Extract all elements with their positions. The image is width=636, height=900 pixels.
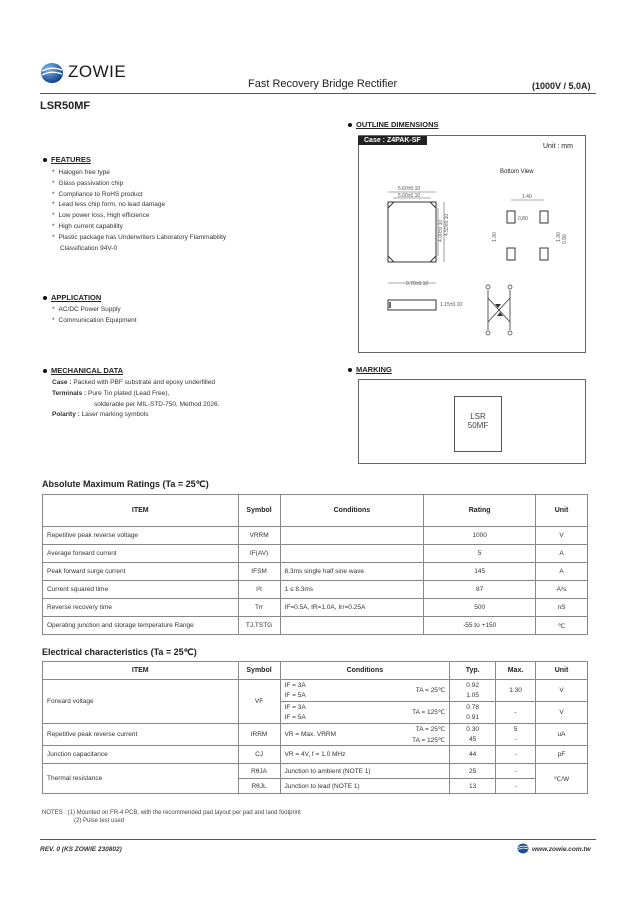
bullet-icon xyxy=(348,123,352,127)
abs-max-table xyxy=(42,494,588,635)
notes xyxy=(42,809,301,825)
column-header: Unit xyxy=(536,662,588,680)
cond-text: VR = Max. VRRM xyxy=(284,731,336,738)
cell-item: Thermal resistance xyxy=(43,764,239,794)
cell-rating: 500 xyxy=(424,599,536,617)
terminals-label: Terminals : xyxy=(52,389,87,397)
table-row xyxy=(43,581,588,599)
cell-cond: IF=0.5A, IR=1.0A, Irr=0.25A xyxy=(280,599,424,617)
outline-heading xyxy=(348,120,439,129)
column-header: Symbol xyxy=(238,662,280,680)
cond-text: IF = 5A xyxy=(284,714,306,722)
table-row xyxy=(43,680,588,691)
cell-max: - xyxy=(496,702,536,724)
features-title: FEATURES xyxy=(51,155,91,164)
cell-symbol: I²t xyxy=(238,581,280,599)
cell-item: Junction capacitance xyxy=(43,746,239,764)
bridge-schematic xyxy=(488,290,510,330)
cell-rating: 1000 xyxy=(424,527,536,545)
case-label: Case : xyxy=(52,379,72,386)
cell-unit: V xyxy=(536,680,588,702)
cell-typ: 0.78 xyxy=(450,702,496,713)
cell-typ: 44 xyxy=(450,746,496,764)
cell-cond: 8.3ms single half sine wave xyxy=(280,563,424,581)
application-heading xyxy=(43,293,101,302)
temp-text: TA = 125℃ xyxy=(412,737,446,744)
table-row xyxy=(43,724,588,735)
zowie-logo xyxy=(40,62,64,84)
dim-label: 5.00±0.10 xyxy=(398,193,421,199)
list-item: * Plastic package has Underwriters Laboratory Flammability xyxy=(52,233,312,244)
dim-label: 4.50±0.10 xyxy=(444,213,450,236)
cell-cond xyxy=(280,617,424,635)
website-link[interactable]: www.zowie.com.tw xyxy=(532,846,591,853)
list-item: * Glass passivation chip xyxy=(52,179,312,190)
cell-symbol: TJ,TSTG xyxy=(238,617,280,635)
column-header: Max. xyxy=(496,662,536,680)
dim-label: 4.00±0.10 xyxy=(438,219,444,242)
column-header: ITEM xyxy=(43,662,239,680)
page-title: Fast Recovery Bridge Rectifier xyxy=(248,78,398,90)
cell-item: Operating junction and storage temperature Range xyxy=(43,617,239,635)
mechanical-list xyxy=(52,378,322,421)
cell-cond xyxy=(280,709,450,724)
list-item: * Halogen free type xyxy=(52,168,312,179)
cell-symbol: IRRM xyxy=(238,724,280,746)
outline-title: OUTLINE DIMENSIONS xyxy=(356,120,439,129)
cond-text: IF = 5A xyxy=(284,692,306,700)
table-row xyxy=(43,746,588,764)
cell-rating: 145 xyxy=(424,563,536,581)
dim-label: 0.80 xyxy=(518,216,528,222)
table-row xyxy=(43,599,588,617)
table-header-row xyxy=(43,662,588,680)
cell-typ: 0.92 xyxy=(450,680,496,691)
cell-typ: 13 xyxy=(450,779,496,794)
package-corners xyxy=(388,202,436,262)
cell-item: Current squared time xyxy=(43,581,239,599)
part-number: LSR50MF xyxy=(40,100,91,112)
list-item: * AC/DC Power Supply xyxy=(52,305,312,316)
cell-cond: Junction to ambient (NOTE 1) xyxy=(280,764,450,779)
column-header: Typ. xyxy=(450,662,496,680)
cell-cond xyxy=(280,527,424,545)
package-top-view xyxy=(388,202,436,262)
column-header: Symbol xyxy=(238,495,280,527)
cell-unit: nS xyxy=(536,599,588,617)
cell-unit: pF xyxy=(536,746,588,764)
unit-label: Unit : mm xyxy=(543,143,573,150)
cell-symbol: VRRM xyxy=(238,527,280,545)
brand-name: ZOWIE xyxy=(68,62,127,81)
cell-unit: A xyxy=(536,563,588,581)
cell-max: - xyxy=(496,764,536,779)
cell-symbol: IF(AV) xyxy=(238,545,280,563)
table-header-row xyxy=(43,495,588,527)
dim-label: 1.40 xyxy=(522,194,532,200)
cell-symbol: RθJL xyxy=(238,779,280,794)
pad xyxy=(540,211,548,223)
note-line-1: NOTES : (1) Mounted on FR-4 PCB, with the recommended pad layout per pad and land footprint xyxy=(42,810,301,816)
cell-item: Repetitive peak reverse voltage xyxy=(43,527,239,545)
dim-label: 1.30 xyxy=(492,232,498,242)
cell-item: Repetitive peak reverse current xyxy=(43,724,239,746)
case-text: Packed with PBF substrate and epoxy underfilled xyxy=(73,379,215,386)
dim-label: 0.90 xyxy=(562,234,568,244)
marking-heading xyxy=(348,365,392,374)
logo-globe-icon xyxy=(40,62,64,84)
marking-title: MARKING xyxy=(356,365,392,374)
package-side-view xyxy=(388,300,436,310)
polarity-label: Polarity : xyxy=(52,411,80,419)
features-heading xyxy=(43,155,91,164)
cell-max: - xyxy=(496,735,536,746)
outline-drawing xyxy=(370,180,590,350)
cell-rating: -55 to +150 xyxy=(424,617,536,635)
column-header: ITEM xyxy=(43,495,239,527)
pad xyxy=(507,248,515,260)
cell-unit: V xyxy=(536,702,588,724)
cell-typ: 45 xyxy=(450,735,496,746)
cell-item: Peak forward surge current xyxy=(43,563,239,581)
temp-text: TA = 25℃ xyxy=(415,687,446,695)
polarity-text: Laser marking symbols xyxy=(81,411,149,419)
dim-label: 1.30 xyxy=(556,232,562,242)
cell-cond: VR = 4V, f = 1.0 MHz xyxy=(280,746,450,764)
marking-line-2: 50MF xyxy=(467,421,489,430)
cell-cond: Junction to lead (NOTE 1) xyxy=(280,779,450,794)
table-row xyxy=(43,563,588,581)
cell-unit: ℃ xyxy=(536,617,588,635)
marking-chip xyxy=(454,396,502,452)
header-rule xyxy=(40,93,596,94)
cell-symbol: CJ xyxy=(238,746,280,764)
cell-max: 5 xyxy=(496,724,536,735)
cell-rating: 5 xyxy=(424,545,536,563)
column-header: Conditions xyxy=(280,495,424,527)
table-row xyxy=(43,545,588,563)
cell-symbol: VF xyxy=(238,680,280,724)
bullet-icon xyxy=(43,158,47,162)
mechanical-heading xyxy=(43,366,123,375)
cell-unit: uA xyxy=(536,724,588,746)
list-item-continued: Classification 94V-0 xyxy=(60,244,118,252)
cell-cond xyxy=(280,545,424,563)
cell-cond: 1 ≤ 8.3ms xyxy=(280,581,424,599)
elec-title: Electrical characteristics (Ta = 25℃) xyxy=(42,647,197,657)
cell-unit: V xyxy=(536,527,588,545)
rating-label: (1000V / 5.0A) xyxy=(532,81,591,91)
list-item: * High current capability xyxy=(52,222,312,233)
cell-cond xyxy=(280,680,450,691)
terminals-text-2: solderable per MIL-STD-750, Method 2026. xyxy=(94,400,220,408)
cell-item: Reverse recovery time xyxy=(43,599,239,617)
bullet-icon xyxy=(43,369,47,373)
footer-globe-icon xyxy=(517,843,529,854)
pad xyxy=(540,248,548,260)
mechanical-title: MECHANICAL DATA xyxy=(51,366,124,375)
temp-text: TA = 125℃ xyxy=(412,709,446,717)
table-row xyxy=(43,764,588,779)
cell-rating: 87 xyxy=(424,581,536,599)
cell-item: Forward voltage xyxy=(43,680,239,724)
cell-unit: A²s xyxy=(536,581,588,599)
application-list xyxy=(52,305,312,327)
temp-text: TA = 25℃ xyxy=(415,726,446,733)
cell-typ: 1.05 xyxy=(450,691,496,702)
case-tag: Case : Z4PAK-SF xyxy=(358,136,427,145)
terminals-text: Pure Tin plated (Lead Free), xyxy=(88,389,170,397)
footer-rule xyxy=(40,839,596,840)
marking-line-1: LSR xyxy=(470,412,486,421)
cond-text: IF = 3A xyxy=(284,703,306,711)
cond-text: IF = 3A xyxy=(284,681,306,689)
list-item: * Low power loss, High efficience xyxy=(52,211,312,222)
list-item: * Compliance to RoHS product xyxy=(52,190,312,201)
bottom-view-label: Bottom View xyxy=(500,169,534,175)
column-header: Unit xyxy=(536,495,588,527)
cell-max: - xyxy=(496,779,536,794)
cell-symbol: Trr xyxy=(238,599,280,617)
dim-label: 0.70±0.10 xyxy=(406,281,429,287)
dim-label: 1.15±0.10 xyxy=(440,302,463,308)
note-line-2: (2) Pulse test used xyxy=(74,818,125,824)
bullet-icon xyxy=(348,368,352,372)
pad xyxy=(507,211,515,223)
cell-symbol: IFSM xyxy=(238,563,280,581)
abs-max-title: Absolute Maximum Ratings (Ta = 25℃) xyxy=(42,479,209,489)
table-row xyxy=(43,617,588,635)
features-list xyxy=(52,168,312,254)
cell-symbol: RθJA xyxy=(238,764,280,779)
bullet-icon xyxy=(43,296,47,300)
column-header: Conditions xyxy=(280,662,450,680)
dim-label: 5.60±0.10 xyxy=(398,186,421,192)
column-header: Rating xyxy=(424,495,536,527)
cell-item: Average forward current xyxy=(43,545,239,563)
cell-unit: ℃/W xyxy=(536,764,588,794)
elec-table xyxy=(42,661,588,794)
table-row xyxy=(43,527,588,545)
cell-max: - xyxy=(496,746,536,764)
cell-cond xyxy=(280,724,450,746)
cell-cond xyxy=(280,687,450,702)
revision-label: REV. 0 (KS ZOWIE 230802) xyxy=(40,846,122,853)
application-title: APPLICATION xyxy=(51,293,102,302)
cell-max: 1.30 xyxy=(496,680,536,702)
cell-typ: 0.91 xyxy=(450,713,496,724)
list-item: * Lead less chip form, no lead damage xyxy=(52,200,312,211)
list-item: * Communication Equipment xyxy=(52,316,312,327)
cell-unit: A xyxy=(536,545,588,563)
cell-typ: 25 xyxy=(450,764,496,779)
cell-typ: 0.30 xyxy=(450,724,496,735)
